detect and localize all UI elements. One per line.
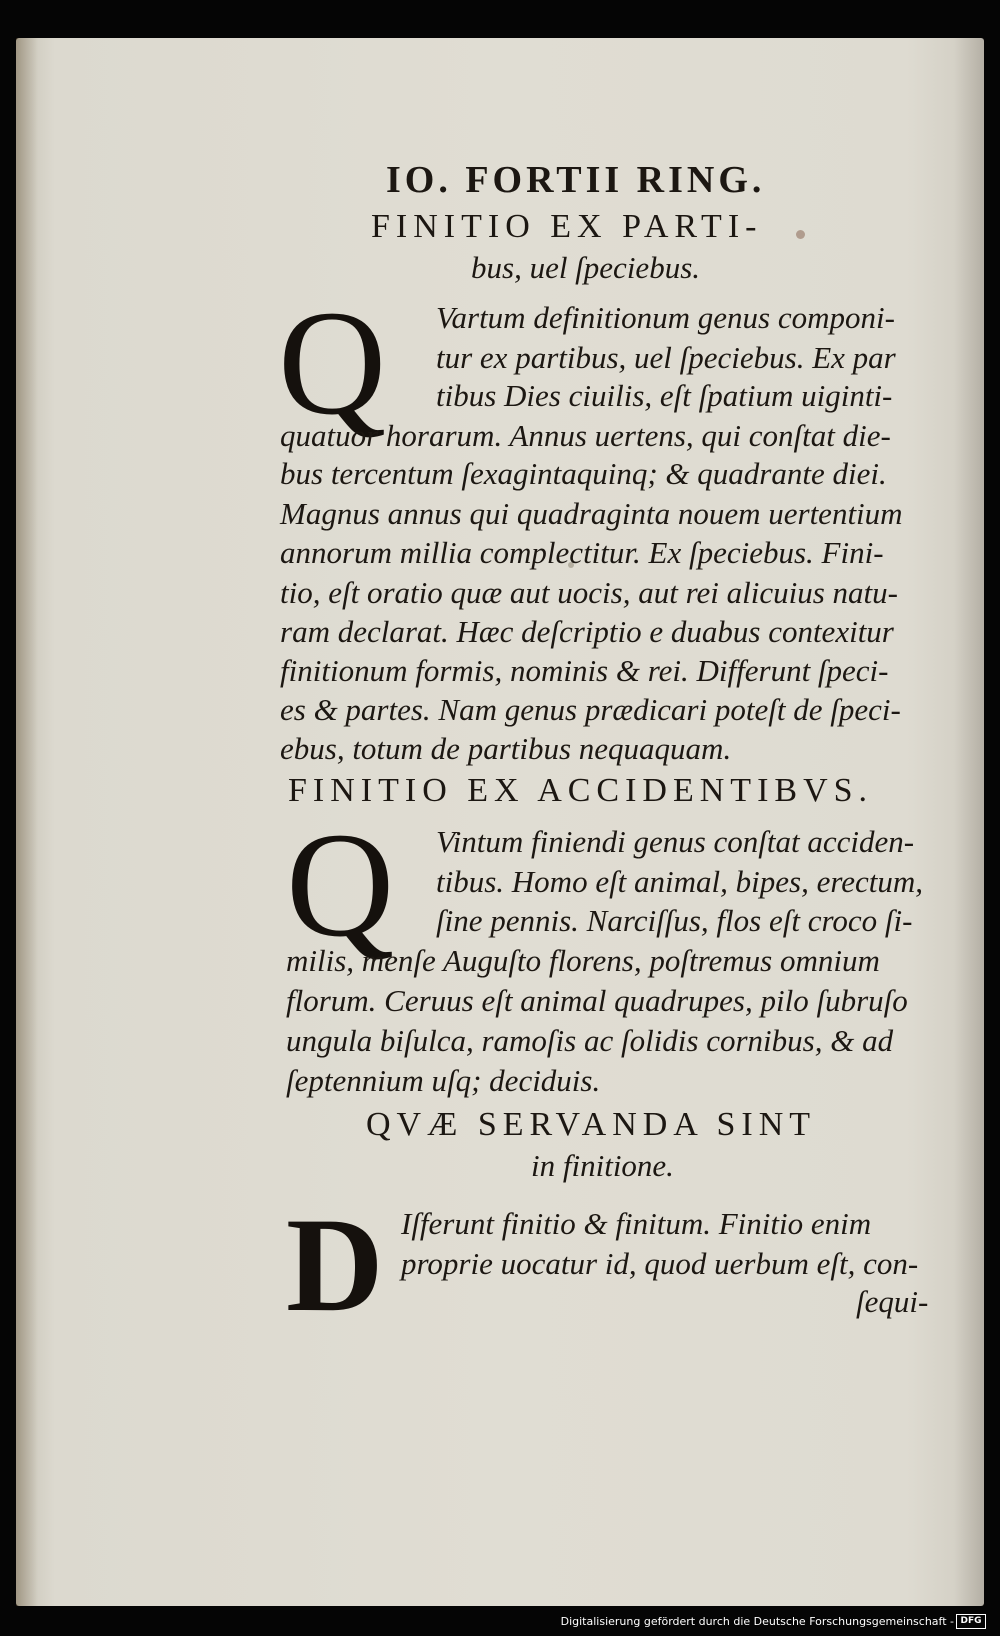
- footer-credit: Digitalisierung gefördert durch die Deutsche Forschungsgemeinschaft -: [560, 1615, 954, 1628]
- catchword: ſequi-: [856, 1284, 929, 1319]
- text-line: Iſferunt finitio & finitum. Finitio enim: [401, 1206, 872, 1241]
- ink-stain: [796, 230, 805, 239]
- text-line: finitionum formis, nominis & rei. Differunt ſpeci-: [280, 653, 889, 688]
- text-line: ebus, totum de partibus nequaquam.: [280, 731, 732, 766]
- section-heading: FINITIO EX ACCIDENTIBVS.: [288, 772, 874, 809]
- text-line: proprie uocatur id, quod uerbum eſt, con-: [401, 1246, 919, 1281]
- drop-capital: Q: [278, 280, 387, 446]
- text-line: Magnus annus qui quadraginta nouem uertentium: [280, 496, 903, 531]
- text-line: milis, menſe Auguſto florens, poſtremus omnium: [286, 943, 880, 978]
- text-line: tio, eſt oratio quæ aut uocis, aut rei alicuius natu-: [280, 575, 898, 610]
- section-subheading: in finitione.: [531, 1148, 674, 1183]
- text-line: bus tercentum ſexagintaquinq; & quadrante diei.: [280, 456, 887, 491]
- text-line: Vintum finiendi genus conſtat acciden-: [436, 824, 915, 859]
- text-line: ſine pennis. Narciſſus, flos eſt croco ſi-: [436, 903, 913, 938]
- drop-capital: D: [286, 1191, 384, 1340]
- drop-capital: Q: [286, 802, 395, 968]
- text-line: florum. Ceruus eſt animal quadrupes, pilo ſubruſo: [286, 983, 908, 1018]
- section-heading: FINITIO EX PARTI-: [371, 208, 763, 245]
- gutter-shadow: [16, 38, 38, 1606]
- section-heading: QVÆ SERVANDA SINT: [366, 1106, 817, 1143]
- book-page: [16, 38, 984, 1606]
- text-line: quatuor horarum. Annus uertens, qui conſtat die-: [280, 418, 891, 453]
- text-line: annorum millia complectitur. Ex ſpeciebus. Fini-: [280, 535, 884, 570]
- text-line: tur ex partibus, uel ſpeciebus. Ex par: [436, 340, 896, 375]
- running-head: IO. FORTII RING.: [386, 159, 766, 201]
- footer-bar: [0, 1608, 1000, 1636]
- text-line: tibus. Homo eſt animal, bipes, erectum,: [436, 864, 924, 899]
- text-line: ſeptennium uſq; deciduis.: [286, 1063, 601, 1098]
- text-line: es & partes. Nam genus prædicari poteſt de ſpeci-: [280, 692, 901, 727]
- text-line: Vartum definitionum genus componi-: [436, 300, 895, 335]
- text-line: ram declarat. Hæc deſcriptio e duabus contexitur: [280, 614, 894, 649]
- edge-shadow: [954, 38, 984, 1606]
- section-subheading: bus, uel ſpeciebus.: [471, 250, 701, 285]
- text-line: ungula biſulca, ramoſis ac ſolidis cornibus, & ad: [286, 1023, 894, 1058]
- text-line: tibus Dies ciuilis, eſt ſpatium uiginti-: [436, 378, 893, 413]
- dfg-logo: DFG: [956, 1614, 986, 1629]
